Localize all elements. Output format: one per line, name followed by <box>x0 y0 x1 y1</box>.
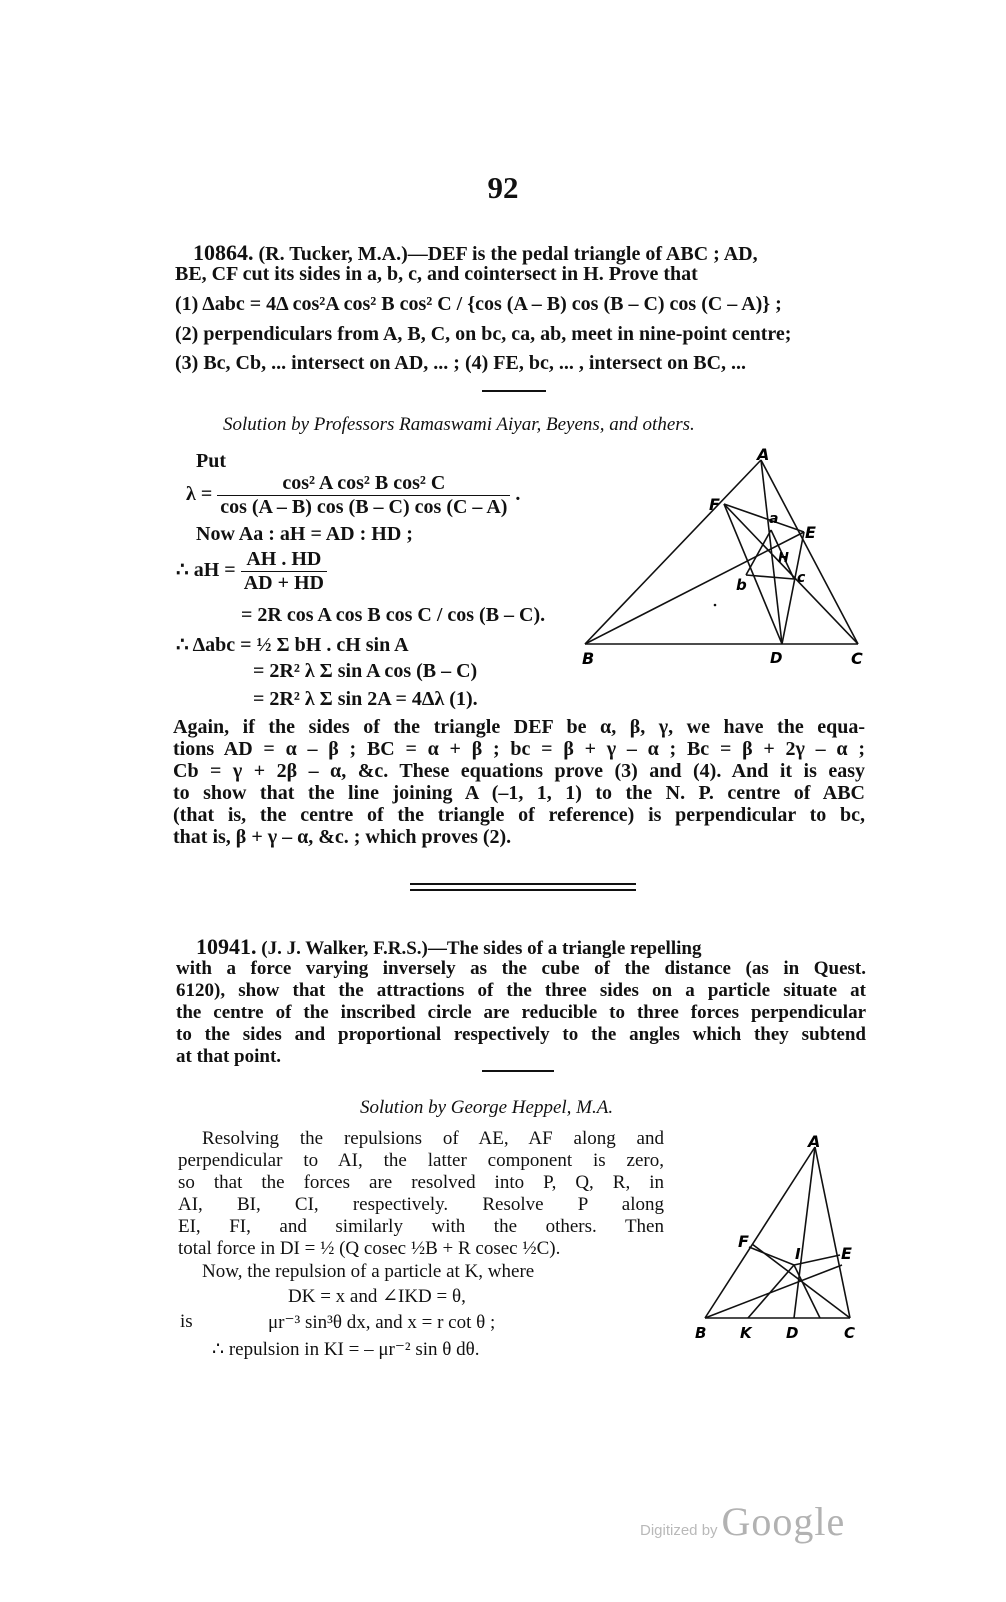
label-2-D: D <box>786 1324 799 1342</box>
question-number-2: 10941. <box>196 934 257 959</box>
solution-2-line-2: perpendicular to AI, the latter component is zero, <box>178 1150 664 1171</box>
question-2-text: (J. J. Walker, F.R.S.)—The sides of a triangle repelling <box>261 938 702 959</box>
question-2-line-6: at that point. <box>176 1046 282 1067</box>
question-item-2: (2) perpendiculars from A, B, C, on bc, ca, ab, meet in nine-point centre; <box>175 323 792 345</box>
solution-2-line-4: AI, BI, CI, respectively. Resolve P along <box>178 1194 664 1215</box>
lambda-period: . <box>515 483 521 506</box>
solution-paragraph-1: Again, if the sides of the triangle DEF be α, β, γ, we have the equa- <box>173 716 865 738</box>
label-F: F <box>709 495 720 514</box>
solution-paragraph-4: to show that the line joining A (–1, 1, 1) to the N. P. centre of ABC <box>173 782 865 804</box>
ah-result: = 2R cos A cos B cos C / cos (B – C). <box>241 604 546 626</box>
solution-2-dk: DK = x and ∠IKD = θ, <box>288 1286 466 1307</box>
question-2-line-5: to the sides and proportional respectively to the angles which they subtend <box>176 1024 866 1045</box>
label-B: B <box>582 649 595 668</box>
solution-2-line-5: EI, FI, and similarly with the others. Then <box>178 1216 664 1237</box>
solution-2-repulsion: ∴ repulsion in KI = – μr⁻² sin θ dθ. <box>212 1339 480 1360</box>
solution-2-now: Now, the repulsion of a particle at K, where <box>202 1261 535 1282</box>
watermark-small-text: Digitized by <box>640 1522 718 1539</box>
figure-lines <box>585 460 858 644</box>
solution-paragraph-last: that is, β + γ – α, &c. ; which proves (2). <box>173 826 512 848</box>
label-C: C <box>851 649 863 668</box>
solution-heading: Solution by Professors Ramaswami Aiyar, Beyens, and others. <box>223 414 695 435</box>
short-divider-2 <box>482 1070 554 1072</box>
question-2-line-3: 6120), show that the attractions of the three sides on a particle situate at <box>176 980 866 1001</box>
ah-fraction <box>241 548 327 595</box>
question-item-3: (3) Bc, Cb, ... intersect on AD, ... ; (4) FE, bc, ... , intersect on BC, ... <box>175 352 747 374</box>
now-line: Now Aa : aH = AD : HD ; <box>196 523 413 545</box>
area-line-1: ∴ Δabc = ½ Σ bH . cH sin A <box>176 634 409 656</box>
label-2-C: C <box>844 1324 856 1342</box>
lambda-equation <box>186 472 520 519</box>
watermark-logo-text: Google <box>721 1499 846 1544</box>
label-2-E: E <box>841 1244 852 1263</box>
label-2-A: A <box>808 1132 821 1151</box>
label-b: b <box>736 576 747 594</box>
page-number: 92 <box>487 170 519 205</box>
lambda-lhs: λ = <box>186 483 213 506</box>
solution-2-heading: Solution by George Heppel, M.A. <box>360 1097 614 1118</box>
question-text-line2: BE, CF cut its sides in a, b, c, and cointersect in H. Prove that <box>175 263 698 285</box>
label-2-F: F <box>738 1232 749 1251</box>
solution-2-line-1: Resolving the repulsions of AE, AF along and <box>202 1128 664 1149</box>
label-2-B: B <box>695 1324 707 1342</box>
label-H: H <box>778 551 789 566</box>
question-2-line-2: with a force varying inversely as the cube of the distance (as in Quest. <box>176 958 866 979</box>
question-2-line-4: the centre of the inscribed circle are reducible to three forces perpendicular <box>176 1002 866 1023</box>
label-c: c <box>797 570 806 586</box>
ah-lhs: ∴ aH = <box>176 559 236 582</box>
figure-dot <box>714 604 717 607</box>
solution-2-is: is <box>180 1311 193 1332</box>
pedal-triangle-figure <box>575 440 875 680</box>
label-E: E <box>805 523 816 542</box>
google-watermark <box>640 1498 845 1545</box>
label-2-K: K <box>740 1324 752 1342</box>
ah-numerator: AH . HD <box>241 548 327 572</box>
question-10941-line1 <box>176 934 701 960</box>
incircle-triangle-figure <box>690 1125 870 1345</box>
label-D: D <box>770 649 783 667</box>
figure-2-lines <box>705 1147 850 1318</box>
area-line-3: = 2R² λ Σ sin 2A = 4Δλ (1). <box>253 688 478 710</box>
area-line-2: = 2R² λ Σ sin A cos (B – C) <box>253 660 478 682</box>
question-text: (R. Tucker, M.A.)—DEF is the pedal triangle of ABC ; AD, <box>258 243 758 265</box>
solution-paragraph-2: tions AD = α – β ; BC = α + β ; bc = β + γ – α ; Bc = β + 2γ – α ; <box>173 738 865 760</box>
label-a: a <box>769 511 779 527</box>
solution-2-mu: μr⁻³ sin³θ dx, and x = r cot θ ; <box>268 1312 496 1333</box>
label-A: A <box>757 445 770 464</box>
section-divider-top <box>410 883 636 885</box>
section-divider-bottom <box>410 889 636 891</box>
solution-2-line-3: so that the forces are resolved into P, Q, R, in <box>178 1172 664 1193</box>
solution-2-total: total force in DI = ½ (Q cosec ½B + R cosec ½C). <box>178 1238 561 1259</box>
lambda-denominator: cos (A – B) cos (B – C) cos (C – A) <box>220 496 508 518</box>
ah-denominator: AD + HD <box>243 572 324 594</box>
question-number: 10864. <box>193 240 254 265</box>
label-2-I: I <box>795 1245 801 1263</box>
question-item-1: (1) Δabc = 4Δ cos²A cos² B cos² C / {cos (A – B) cos (B – C) cos (C – A)} ; <box>175 293 782 315</box>
put-label: Put <box>196 450 226 472</box>
solution-paragraph-5: (that is, the centre of the triangle of reference) is perpendicular to bc, <box>173 804 865 826</box>
ah-equation <box>176 548 327 595</box>
lambda-fraction <box>217 472 510 519</box>
solution-paragraph-3: Cb = γ + 2β – α, &c. These equations prove (3) and (4). And it is easy <box>173 760 865 782</box>
short-divider <box>482 390 546 392</box>
lambda-numerator: cos² A cos² B cos² C <box>217 472 510 496</box>
